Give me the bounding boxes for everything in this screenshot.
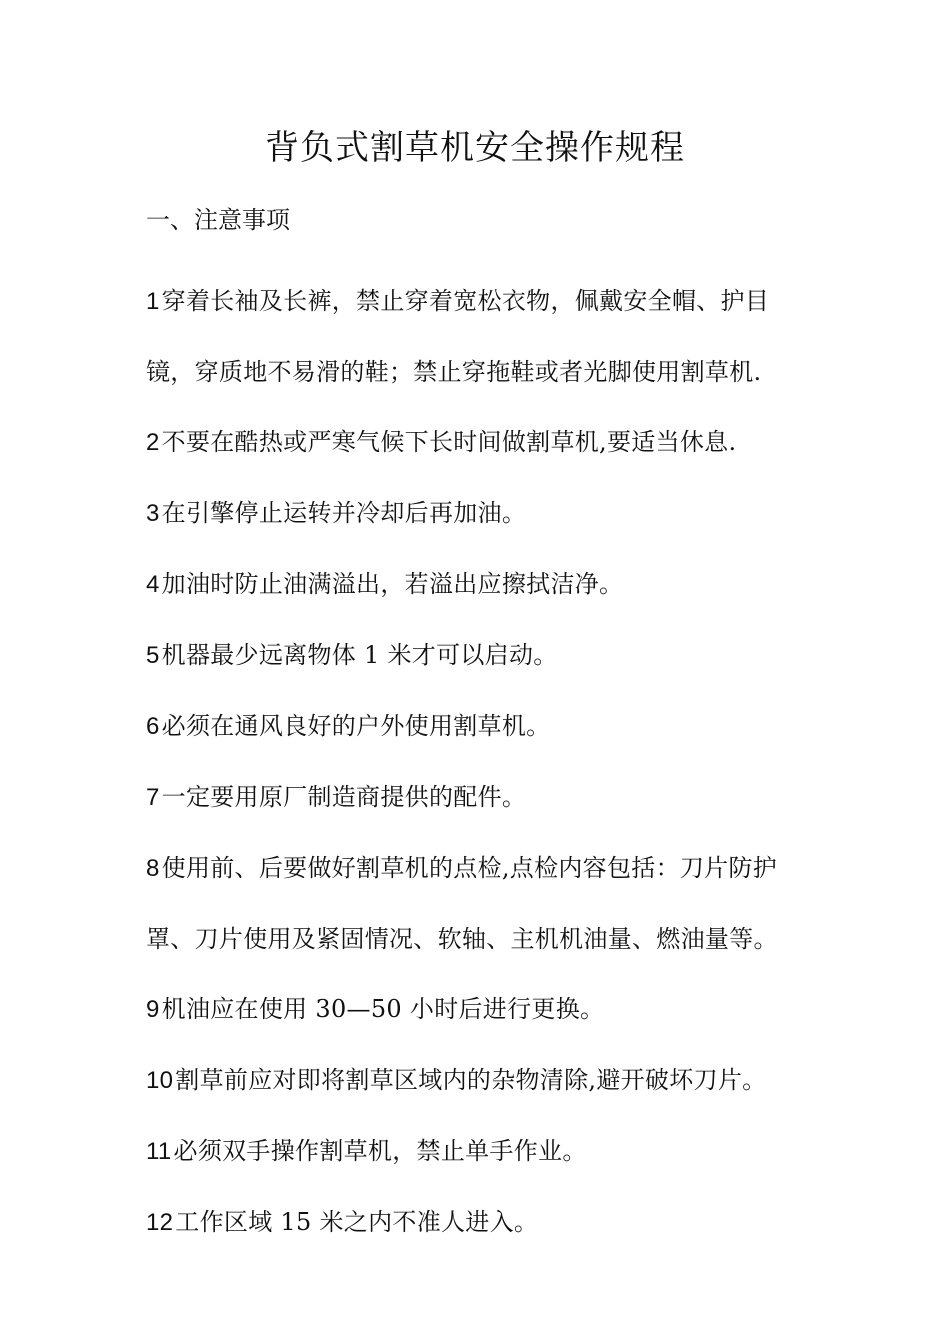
- item-text: 一定要用原厂制造商提供的配件。: [161, 783, 527, 811]
- item-text: 在引擎停止运转并冷却后再加油。: [161, 499, 527, 527]
- item-number: 2: [146, 429, 160, 456]
- list-item: [146, 478, 816, 549]
- item-text: 割草前应对即将割草区域内的杂物清除,避开破坏刀片。: [175, 1066, 767, 1094]
- item-text: 不要在酷热或严寒气候下长时间做割草机,要适当休息.: [161, 428, 737, 456]
- document-title: 背负式割草机安全操作规程: [265, 128, 685, 168]
- item-number: 1: [146, 288, 160, 315]
- list-item: [146, 1116, 816, 1187]
- list-item: [146, 549, 816, 620]
- list-item: [146, 266, 816, 407]
- item-text: 使用前、后要做好割草机的点检,点检内容包括：刀片防护罩、刀片使用及紧固情况、软轴、主机机油量、燃油量等。: [146, 854, 778, 953]
- list-item: [146, 691, 816, 762]
- section-heading: 一、注意事项: [146, 206, 290, 234]
- item-number: 3: [146, 500, 160, 527]
- item-text: 穿着长袖及长裤，禁止穿着宽松衣物，佩戴安全帽、护目镜，穿质地不易滑的鞋；禁止穿拖鞋或者光脚使用割草机.: [146, 287, 770, 386]
- list-item: [146, 762, 816, 833]
- item-number: 6: [146, 713, 160, 740]
- list-item: [146, 974, 816, 1045]
- item-number: 7: [146, 784, 160, 811]
- item-number: 11: [146, 1138, 172, 1165]
- list-item: [146, 1187, 816, 1258]
- item-text: 加油时防止油满溢出，若溢出应擦拭洁净。: [161, 570, 624, 598]
- list-item: [146, 620, 816, 691]
- item-number: 4: [146, 571, 160, 598]
- item-number: 12: [146, 1209, 174, 1236]
- item-number: 8: [146, 855, 160, 882]
- item-text: 机器最少远离物体 1 米才可以启动。: [161, 641, 558, 669]
- list-item: [146, 1045, 816, 1116]
- item-text: 机油应在使用 30—50 小时后进行更换。: [161, 995, 605, 1023]
- item-number: 10: [146, 1067, 174, 1094]
- item-text: 工作区域 15 米之内不准人进入。: [175, 1208, 539, 1236]
- list-item: [146, 833, 816, 974]
- item-text: 必须在通风良好的户外使用割草机。: [161, 712, 551, 740]
- item-number: 9: [146, 996, 160, 1023]
- list-item: [146, 407, 816, 478]
- item-text: 必须双手操作割草机，禁止单手作业。: [173, 1137, 587, 1165]
- document-body: [146, 196, 816, 1258]
- item-number: 5: [146, 642, 160, 669]
